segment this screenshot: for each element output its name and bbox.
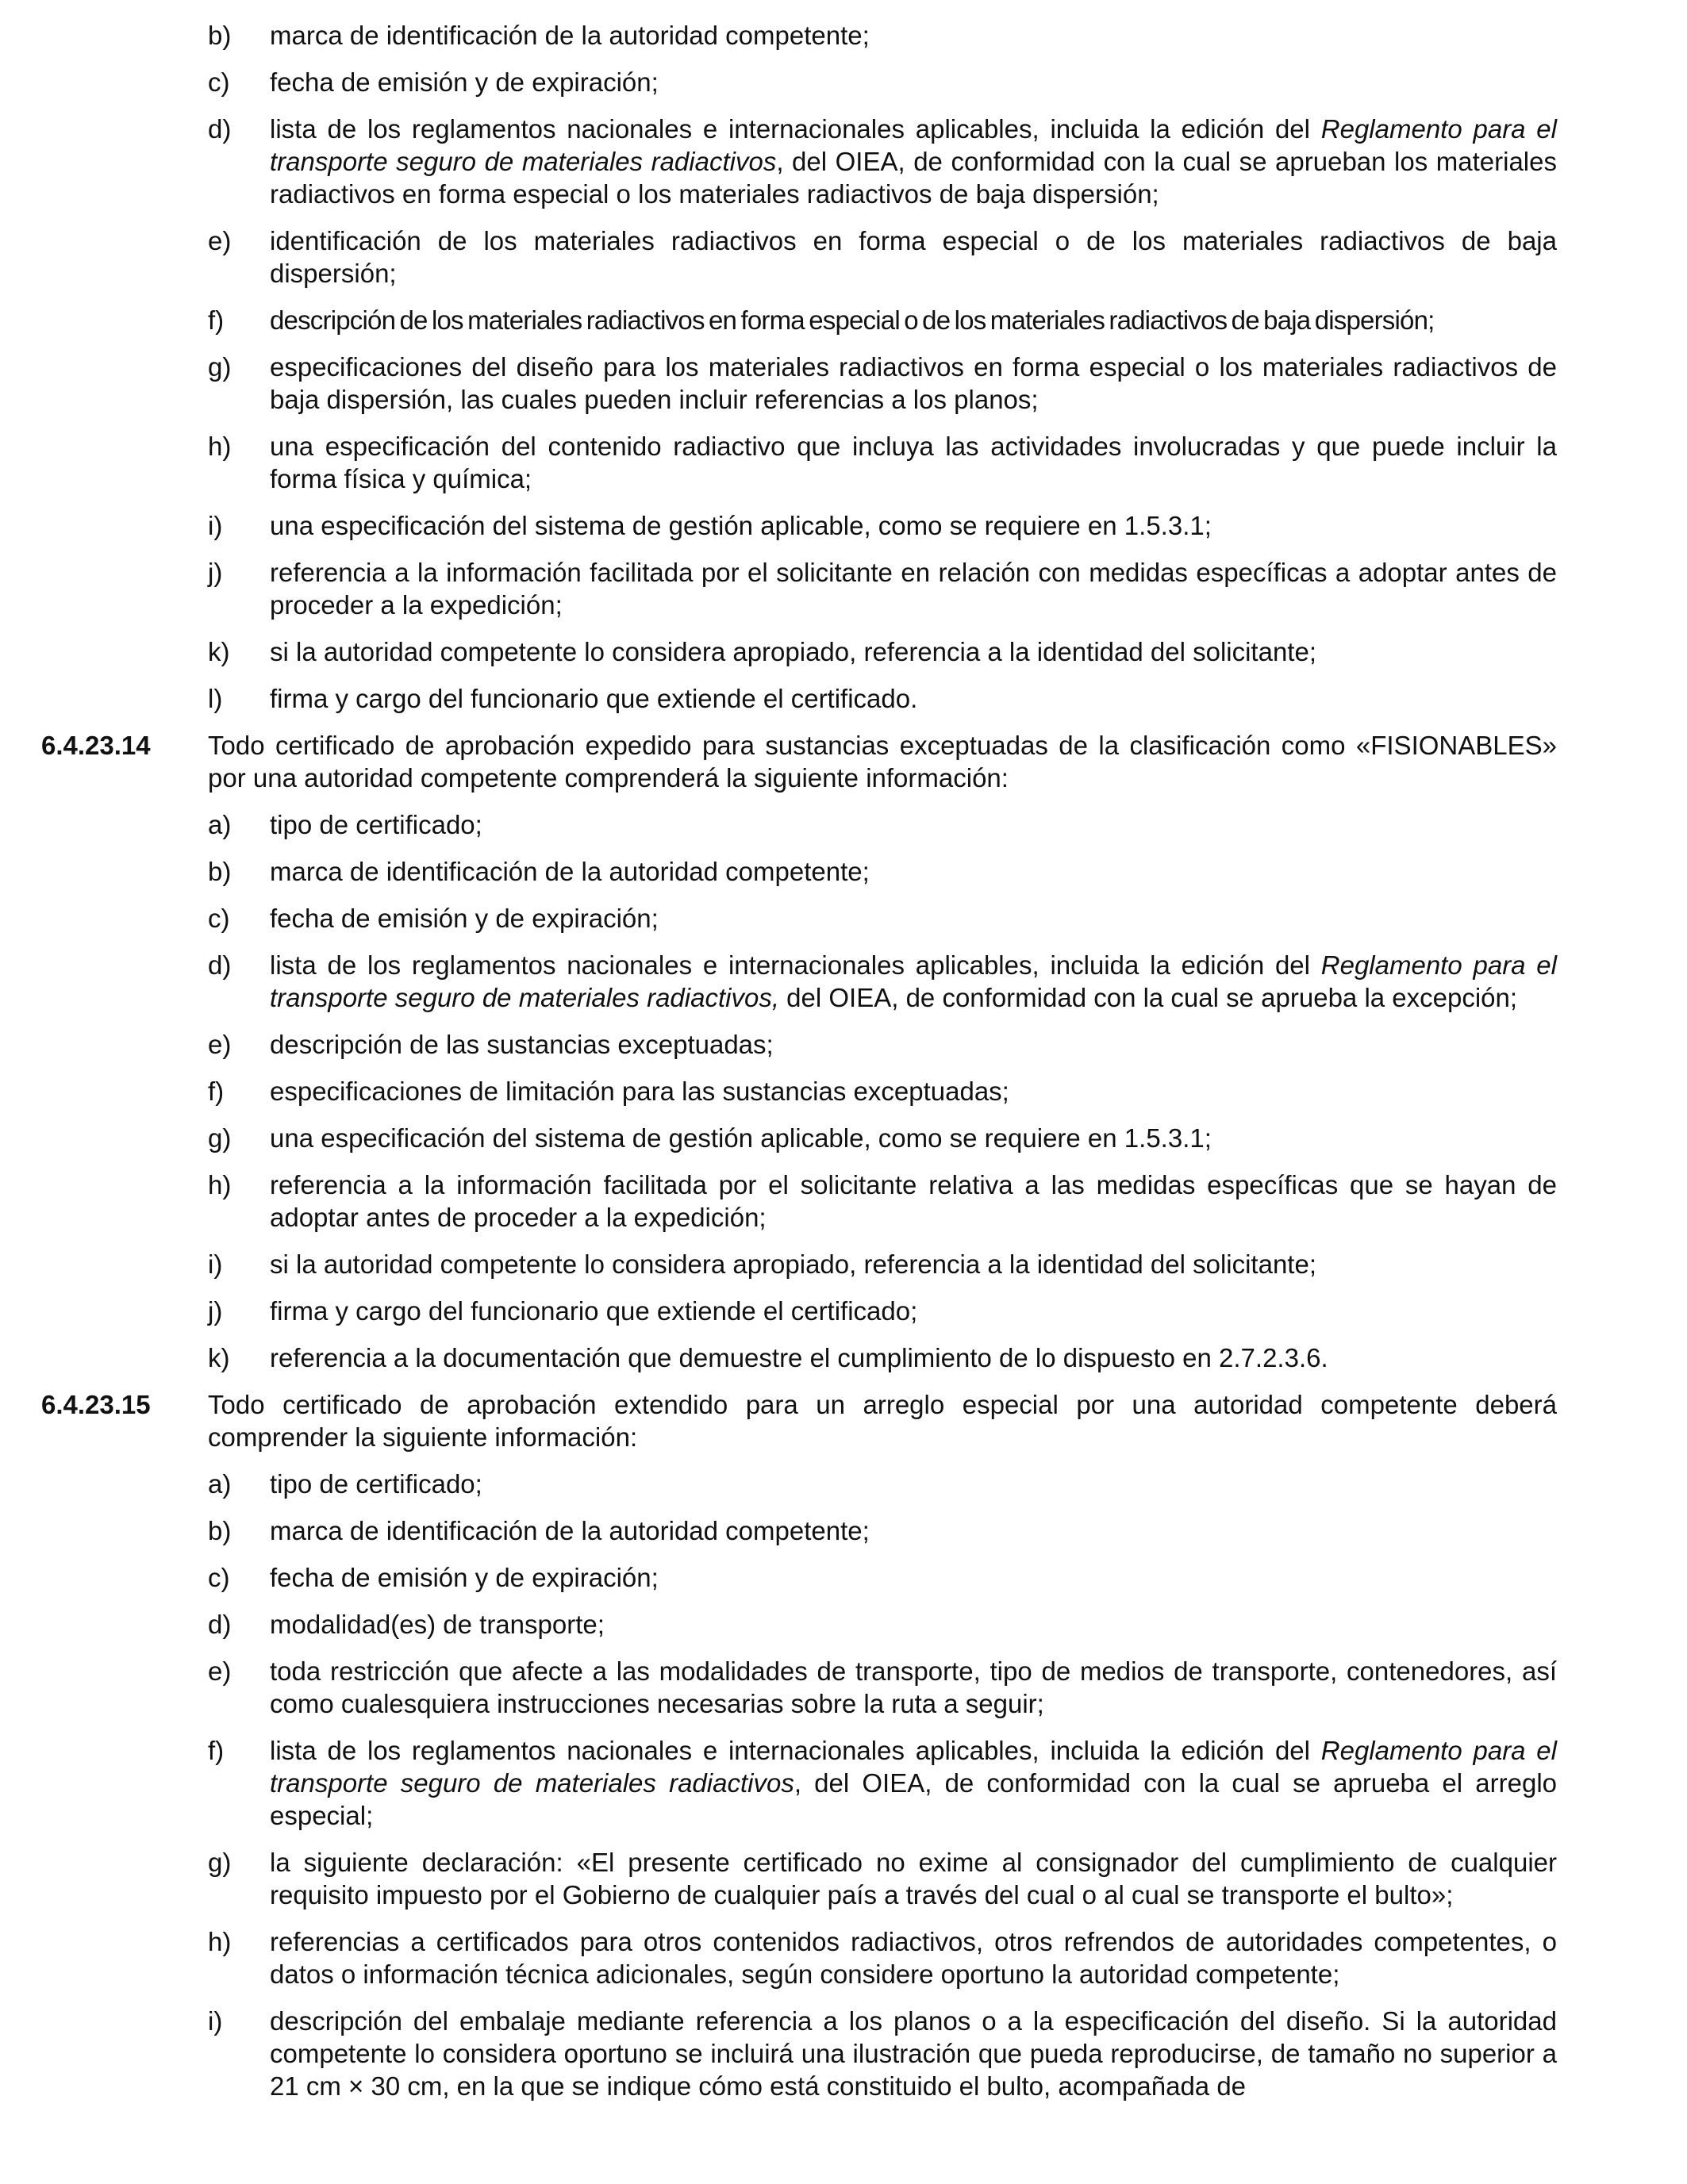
section-6-4-23-14 (41, 729, 1687, 794)
list-item (208, 1028, 1557, 1061)
item-text: marca de identificación de la autoridad competente; (270, 857, 870, 886)
section-6-4-23-15 (41, 1388, 1687, 1453)
item-text: referencia a la documentación que demuestre el cumplimiento de lo dispuesto en 2.7.2.3.6. (270, 1343, 1328, 1372)
item-label: b) (208, 1516, 232, 1545)
italic-title: Reglamento para el transporte seguro de materiales radiactivos (270, 1736, 1557, 1798)
item-label: g) (208, 352, 232, 382)
list-item (208, 1561, 1557, 1594)
item-text: fecha de emisión y de expiración; (270, 1563, 659, 1592)
item-label: i) (208, 2006, 223, 2036)
item-label: a) (208, 810, 232, 839)
item-text: si la autoridad competente lo considera apropiado, referencia a la identidad del solicitante; (270, 637, 1317, 666)
section-number: 6.4.23.15 (41, 1390, 151, 1419)
section-number: 6.4.23.14 (41, 731, 151, 760)
item-text: una especificación del sistema de gestión aplicable, como se requiere en 1.5.3.1; (270, 1123, 1212, 1153)
list-item (208, 1514, 1557, 1547)
item-label: b) (208, 857, 232, 886)
item-text: toda restricción que afecte a las modalidades de transporte, tipo de medios de transporte, contenedores, así como cualesquiera instrucciones necesarias sobre la ruta a seguir; (270, 1656, 1557, 1718)
item-text: una especificación del sistema de gestión aplicable, como se requiere en 1.5.3.1; (270, 511, 1212, 540)
item-label: d) (208, 1610, 232, 1639)
list-item (208, 2005, 1557, 2102)
list-item (208, 1341, 1557, 1374)
list-item (208, 1468, 1557, 1500)
item-text: si la autoridad competente lo considera apropiado, referencia a la identidad del solicitante; (270, 1249, 1317, 1279)
item-label: f) (208, 1736, 225, 1765)
item-label: i) (208, 511, 223, 540)
item-label: g) (208, 1123, 232, 1153)
list-item (208, 351, 1557, 416)
item-label: f) (208, 1077, 225, 1106)
item-label: g) (208, 1848, 232, 1877)
item-label: h) (208, 1927, 232, 1956)
item-label: c) (208, 904, 230, 933)
item-text: marca de identificación de la autoridad competente; (270, 1516, 870, 1545)
item-label: e) (208, 226, 232, 255)
list-item (208, 682, 1557, 715)
item-text: lista de los reglamentos nacionales e internacionales aplicables, incluida la edición del Reglamento para el transporte seguro de materiales radiactivos, del OIEA, de conformidad con la cual se aprueba el arreglo especial; (270, 1736, 1558, 1830)
item-text: especificaciones de limitación para las sustancias exceptuadas; (270, 1077, 1009, 1106)
item-text: descripción de las sustancias exceptuadas; (270, 1030, 774, 1059)
list-item (208, 430, 1557, 495)
item-text: descripción de los materiales radiactivos en forma especial o de los materiales radiactivos de baja dispersión; (270, 305, 1435, 335)
item-text: modalidad(es) de transporte; (270, 1610, 605, 1639)
list-item (208, 1608, 1557, 1641)
italic-title: Reglamento para el transporte seguro de materiales radiactivos, (270, 950, 1557, 1012)
list-item (208, 1925, 1557, 1990)
list-item (208, 113, 1557, 210)
item-label: c) (208, 67, 230, 97)
item-label: k) (208, 637, 230, 666)
item-label: d) (208, 950, 232, 980)
item-text: una especificación del contenido radiactivo que incluya las actividades involucradas y que puede incluir la forma física y química; (270, 432, 1557, 493)
section-15-list (208, 1468, 1557, 2102)
item-text: lista de los reglamentos nacionales e internacionales aplicables, incluida la edición del Reglamento para el transporte seguro de materiales radiactivos, del OIEA, de conformidad con la cual se aprueban los materiales radiactivos en forma especial o los materiales radiactivos de baja dispersión; (270, 114, 1557, 209)
item-label: b) (208, 21, 232, 50)
item-text: fecha de emisión y de expiración; (270, 904, 659, 933)
item-label: e) (208, 1656, 232, 1686)
list-item (208, 1075, 1557, 1107)
item-text: la siguiente declaración: «El presente certificado no exime al consignador del cumplimiento de cualquier requisito impuesto por el Gobierno de cualquier país a través del cual o al cual se transporte el bulto»; (270, 1848, 1557, 1910)
list-item (208, 1655, 1557, 1720)
item-text: lista de los reglamentos nacionales e internacionales aplicables, incluida la edición del Reglamento para el transporte seguro de materiales radiactivos, del OIEA, de conformidad con la cual se aprueba la excepción; (270, 950, 1557, 1012)
list-item (208, 855, 1557, 888)
item-label: h) (208, 432, 232, 461)
list-item (208, 1248, 1557, 1280)
list-item (208, 304, 1557, 336)
item-text: referencias a certificados para otros contenidos radiactivos, otros refrendos de autoridades competentes, o datos o información técnica adicionales, según considere oportuno la autoridad competente; (270, 1927, 1557, 1989)
item-label: c) (208, 1563, 230, 1592)
item-text: referencia a la información facilitada por el solicitante relativa a las medidas específicas que se hayan de adoptar antes de proceder a la expedición; (270, 1170, 1557, 1232)
item-label: h) (208, 1170, 232, 1199)
item-text: descripción del embalaje mediante referencia a los planos o a la especificación del diseño. Si la autoridad competente lo considera oportuno se incluirá una ilustración que pueda reproducirse, de tamaño no superior a 21 cm × 30 cm, en la que se indique cómo está constituido el bulto, acompañada de (270, 2006, 1557, 2101)
item-label: l) (208, 684, 223, 713)
list-item (208, 1846, 1557, 1911)
list-item (208, 225, 1557, 290)
item-text: fecha de emisión y de expiración; (270, 67, 659, 97)
item-label: f) (208, 305, 225, 335)
list-item (208, 902, 1557, 935)
item-text: identificación de los materiales radiactivos en forma especial o de los materiales radiactivos de baja dispersión; (270, 226, 1557, 288)
list-item (208, 1734, 1557, 1832)
item-text: marca de identificación de la autoridad competente; (270, 21, 870, 50)
continuation-list (208, 19, 1557, 715)
list-item (208, 949, 1557, 1014)
item-label: d) (208, 114, 232, 144)
section-text: Todo certificado de aprobación extendido para un arreglo especial por una autoridad competente deberá comprender la siguiente información: (208, 1390, 1557, 1452)
section-text: Todo certificado de aprobación expedido para sustancias exceptuadas de la clasificación como «FISIONABLES» por una autoridad competente comprenderá la siguiente información: (208, 731, 1557, 793)
item-text: referencia a la información facilitada por el solicitante en relación con medidas específicas a adoptar antes de proceder a la expedición; (270, 558, 1557, 620)
item-label: i) (208, 1249, 223, 1279)
item-label: a) (208, 1469, 232, 1499)
item-label: j) (208, 558, 223, 587)
list-item (208, 66, 1557, 98)
list-item (208, 1169, 1557, 1234)
item-label: k) (208, 1343, 230, 1372)
list-item (208, 19, 1557, 52)
italic-title: Reglamento para el transporte seguro de materiales radiactivos (270, 114, 1557, 176)
list-item (208, 808, 1557, 841)
item-label: j) (208, 1296, 223, 1326)
section-14-list (208, 808, 1557, 1374)
list-item (208, 1295, 1557, 1327)
item-text: firma y cargo del funcionario que extiende el certificado. (270, 684, 918, 713)
list-item (208, 1122, 1557, 1154)
list-item (208, 635, 1557, 668)
list-item (208, 509, 1557, 542)
item-text: tipo de certificado; (270, 1469, 482, 1499)
item-label: e) (208, 1030, 232, 1059)
item-text: firma y cargo del funcionario que extiende el certificado; (270, 1296, 918, 1326)
list-item (208, 556, 1557, 621)
item-text: especificaciones del diseño para los materiales radiactivos en forma especial o los materiales radiactivos de baja dispersión, las cuales pueden incluir referencias a los planos; (270, 352, 1557, 414)
item-text: tipo de certificado; (270, 810, 482, 839)
